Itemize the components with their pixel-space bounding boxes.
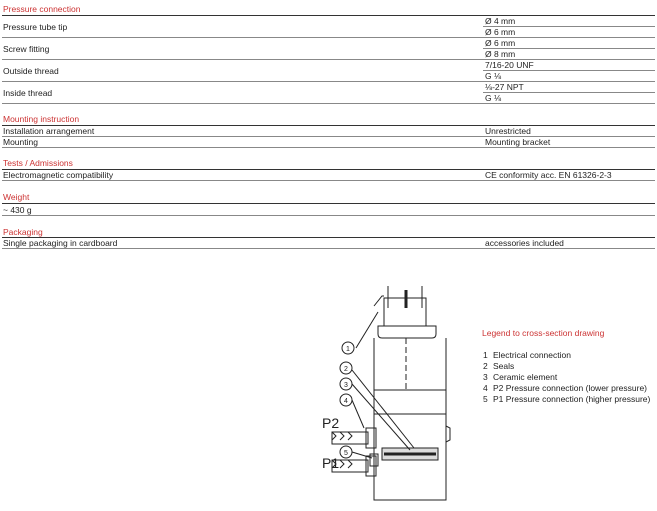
row-value: Ø 6 mm (485, 27, 516, 37)
callout-label-3: 3 (344, 382, 348, 389)
row-value-npt: ⅛-27 NPT (485, 82, 524, 92)
row-rule (2, 180, 655, 181)
row-rule (2, 37, 655, 38)
row-value: Ø 6 mm (485, 38, 516, 48)
row-value-emc: CE conformity acc. EN 61326-2-3 (485, 170, 612, 180)
callout-label-4: 4 (344, 398, 348, 405)
row-value: Ø 4 mm (485, 16, 516, 26)
row-value-packaging: accessories included (485, 238, 564, 248)
legend-item (483, 394, 650, 404)
cross-section-drawing (316, 278, 466, 509)
legend-text: Ceramic element (493, 372, 558, 382)
row-label-packaging: Single packaging in cardboard (3, 238, 118, 248)
row-value: G ⅛ (485, 93, 502, 103)
legend-item (483, 372, 557, 382)
row-value: G ⅛ (485, 71, 502, 81)
row-rule (2, 59, 655, 60)
row-rule (2, 103, 655, 104)
sub-rule (483, 92, 655, 93)
row-rule (2, 147, 655, 148)
row-label-installation: Installation arrangement (3, 126, 95, 136)
legend-text: P2 Pressure connection (lower pressure) (493, 383, 648, 393)
legend-number: 4 (483, 383, 488, 393)
row-rule (2, 136, 655, 137)
p2-label: P2 (322, 415, 340, 431)
section-rule (2, 15, 655, 16)
row-rule (2, 215, 655, 216)
legend-item (483, 383, 647, 393)
callout-label-5: 5 (344, 450, 348, 457)
row-value-unf: 7/16-20 UNF (485, 60, 534, 70)
section-title-weight: Weight (3, 192, 30, 202)
row-rule (2, 248, 655, 249)
row-label-inside-thread: Inside thread (3, 88, 53, 98)
legend-item (483, 361, 514, 371)
row-value: Ø 8 mm (485, 49, 516, 59)
legend-number: 5 (483, 394, 488, 404)
legend-text: P1 Pressure connection (higher pressure) (493, 394, 651, 404)
row-value-installation: Unrestricted (485, 126, 531, 136)
legend-text: Seals (493, 361, 515, 371)
section-title-pressure-connection: Pressure connection (3, 4, 81, 14)
section-rule (2, 203, 655, 204)
section-title-packaging: Packaging (3, 227, 43, 237)
row-value-mounting: Mounting bracket (485, 137, 551, 147)
row-label-pressure-tube-tip: Pressure tube tip (3, 22, 68, 32)
row-rule (2, 81, 655, 82)
section-rule (2, 125, 655, 126)
row-label-screw-fitting: Screw fitting (3, 44, 50, 54)
legend-number: 1 (483, 350, 488, 360)
legend-number: 3 (483, 372, 488, 382)
section-title-mounting: Mounting instruction (3, 114, 80, 124)
sub-rule (483, 70, 655, 71)
callout-label-1: 1 (346, 346, 350, 353)
section-title-tests: Tests / Admissions (3, 158, 73, 168)
legend-number: 2 (483, 361, 488, 371)
p1-label: P1 (322, 455, 340, 471)
row-label-weight: ~ 430 g (3, 205, 32, 215)
row-label-emc: Electromagnetic compatibility (3, 170, 114, 180)
legend-title: Legend to cross-section drawing (482, 328, 605, 338)
row-label-mounting: Mounting (3, 137, 38, 147)
callout-label-2: 2 (344, 366, 348, 373)
legend-text: Electrical connection (493, 350, 571, 360)
legend-item (483, 350, 571, 360)
row-label-outside-thread: Outside thread (3, 66, 59, 76)
